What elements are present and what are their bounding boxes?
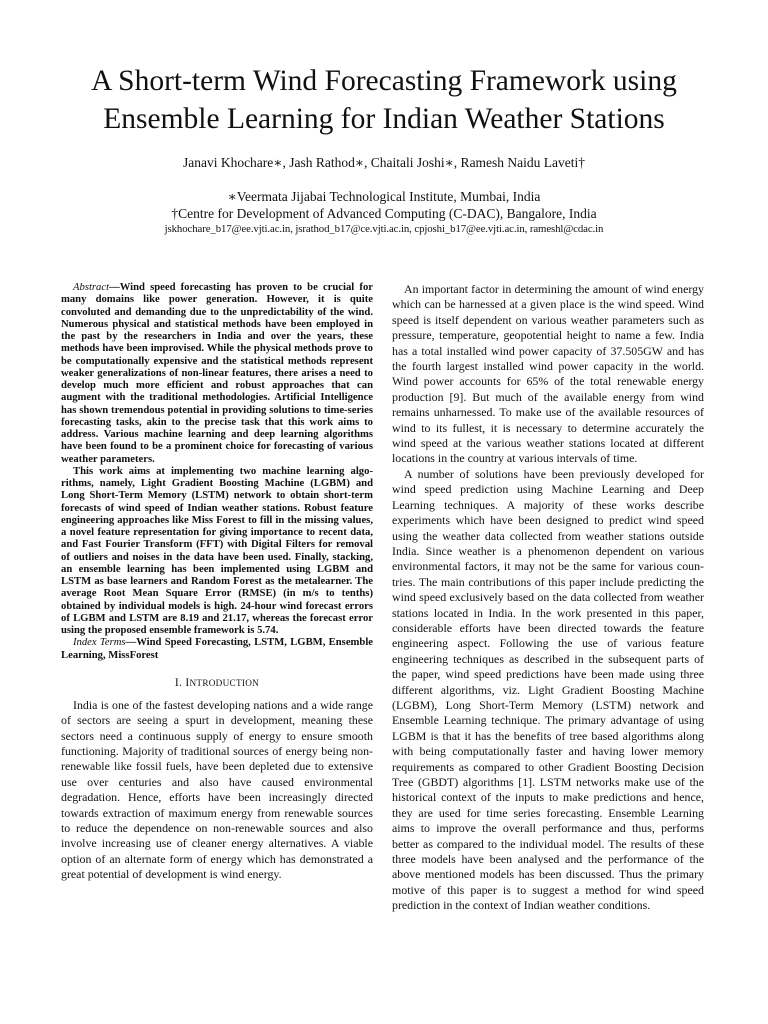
intro-paragraph-2: An important factor in determining the amount of wind energy which can be harnessed at a given place is the wind speed. Wind speed is itself dependent on various weather parameters such as pressure, temperature, geopotential height to name a few. India has a total installed wind power capacity of 37.505GW and has the fourth largest installed wind power capacity in the world. Wind power accounts for 65% of the total renewable energy production [9]. But much of the available energy from wind remains unharnessed. To make use of the available resources of wind to its fullest, it is necessary to determine accurately the wind speed at the various weather stations located at different locations in the country at various intervals of time. (392, 282, 704, 466)
affiliation-2: †Centre for Development of Advanced Computing (C-DAC), Bangalore, India (171, 206, 597, 221)
right-column (392, 282, 704, 914)
left-column (61, 282, 373, 883)
intro-paragraph-3: A number of solutions have been previously developed for wind speed prediction using Machine Learning and Deep Learning techniques. A majority of these works describe experiments which have been designed to predict wind speed using the weather data collected from weather stations outside India. Since weather is a phenomenon dependent on various environmental factors, it may not be the same for various countries. The main contributions of this paper include predicting the wind speed exclusively based on the data collected from weather stations located in India. In the work presented in this paper, considerable efforts have been directed towards the feature engineering aspect. Following the use of various feature engineering techniques as described in the subsequent parts of the paper, wind speed predictions have been made using three different algorithms, viz. Light Gradient Boosting Machine (LGBM), Long Short-Term Memory (LSTM) network and Ensemble Learning technique. The primary advantage of using LGBM is that it has the benefits of tree based algorithms along with being computationally faster and having lower memory requirements as compared to other Gradient Boosting Decision Tree (GBDT) algorithms [1]. LSTM networks make use of the historical context of the inputs to make predictions and hence, they are used for time series forecasting. Ensemble Learning aims to improve the overall performance and thus, performs better as compared to the individual model. The results of these three models have been analysed and the performance of the above mentioned models has been discussed. Thus the primary motive of this paper is to suggest a method for wind speed prediction in the context of Indian weather conditions. (392, 466, 704, 913)
intro-paragraph-1: India is one of the fastest developing nations and a wide range of sectors are seeing a spurt in development, meaning these sectors need a continuous supply of energy to ensure smooth functioning. Majority of traditional sources of energy being non-renewable like fossil fuels, have been depleted due to extensive use over centuries and also have caused environmental degradation. Hence, efforts have been increasingly directed towards extraction of maximum energy from renewable sources to reduce the dependence on non-renewable sources and also involve increasing use of cleaner energy alternatives. A viable option of an alternate form of energy which has demonstrated a great potential of development is wind energy. (61, 697, 373, 882)
section-caps: NTRODUCTION (189, 677, 260, 688)
abstract-paragraph-1 (61, 282, 373, 466)
abstract-label: Abstract (73, 282, 110, 293)
abstract-text-1: —Wind speed forecasting has proven to be crucial for many domains like power generation. However, it is quite convoluted and demanding due to the unpredictability of the wind. Numerous physical and statistical methods have been employed in the past by the researchers in India and over the years, these methods have been improvised. While the physical methods prove to be computationally expensive and the statistical methods represent weaker generalizations of non-linear features, there arises a need to develop much more efficient and robust approaches that can augment with the traditional methodologies. Artificial Intelligence has shown tremendous potential in providing solutions to time-series forecasting tasks, akin to the precise task that this work aims to address. Various machine learning and deep learning algorithms have been found to be a prominent choice for forecasting of various weather parameters. (61, 282, 373, 465)
abstract-paragraph-2: This work aims at implementing two machine learning algorithms, namely, Light Gradient Boosting Machine (LGBM) and Long Short-Term Memory (LSTM) network to obtain short-term forecasts of wind speed of Indian weather stations. Robust feature engineering approaches like Miss Forest to fill in the missing values, a novel feature representation for giving importance to recent data, and Fast Fourier Transform (FFT) with Digital Filters for removal of outliers and noises in the data have been used. Finally, stacking, an ensemble learning has been implemented using LGBM and LSTM as base learners and Random Forest as the metalearner. The average Root Mean Square Error (RMSE) (in m/s to tenths) obtained by individual models is high. 24-hour wind forecast errors of LGBM and LSTM are 8.19 and 21.17, whereas the forecast error using the proposed ensemble framework is 5.74. (61, 465, 373, 636)
section-numeral: I. I (174, 676, 190, 689)
author-emails: jskhochare_b17@ee.vjti.ac.in, jsrathod_b17@ce.vjti.ac.in, cpjoshi_b17@ee.vjti.ac.in, rameshl@cdac.in (164, 223, 604, 235)
affiliation-1: ∗Veermata Jijabai Technological Institute, Mumbai, India (227, 189, 541, 204)
index-terms-label: Index Terms (73, 637, 126, 649)
section-heading-introduction (61, 676, 373, 690)
index-terms-text: —Wind Speed Forecasting, LSTM, LGBM, Ensemble Learning, MissForest (61, 637, 373, 661)
paper-title: A Short-term Wind Forecasting Framework using Ensemble Learning for Indian Weather Stations (91, 65, 677, 135)
author-list: Janavi Khochare∗, Jash Rathod∗, Chaitali Joshi∗, Ramesh Naidu Laveti† (182, 155, 586, 170)
index-terms (61, 637, 373, 662)
